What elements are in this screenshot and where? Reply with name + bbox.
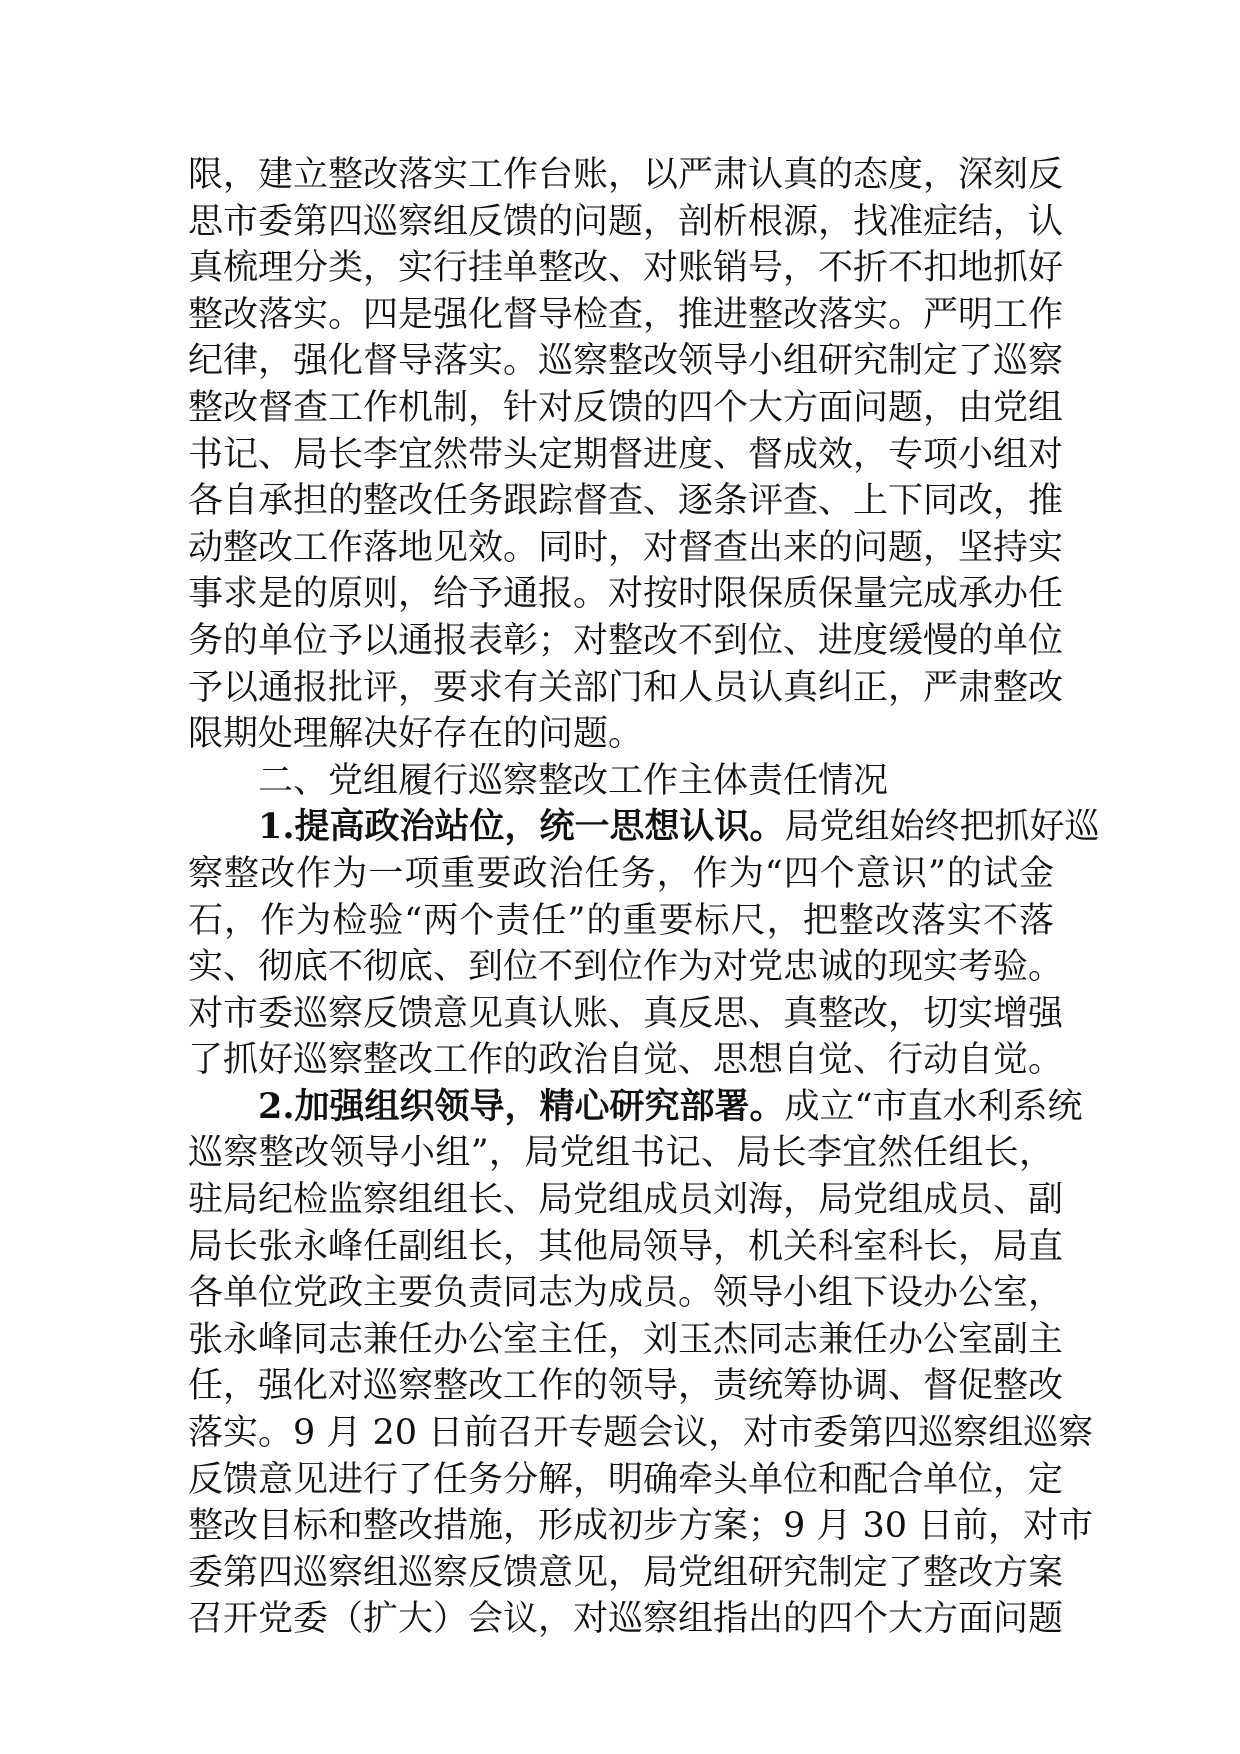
text-line: 整改督查工作机制，针对反馈的四个大方面问题，由党组: [188, 387, 1064, 428]
text-line: 各自承担的整改任务跟踪督查、逐条评查、上下同改，推: [188, 481, 1064, 522]
text-line: 予以通报批评，要求有关部门和人员认真纠正，严肃整改: [188, 667, 1064, 708]
text-line: 石，作为检验“两个责任”的重要标尺，把整改落实不落: [188, 900, 1054, 941]
text-line: 各单位党政主要负责同志为成员。领导小组下设办公室，: [188, 1273, 1064, 1314]
text-line: 动整改工作落地见效。同时，对督查出来的问题，坚持实: [188, 527, 1064, 568]
text-line: [188, 804, 1100, 851]
section-heading: 二、党组履行巡察整改工作主体责任情况: [258, 760, 889, 801]
text-line: 了抓好巡察整改工作的政治自觉、思想自觉、行动自觉。: [188, 1040, 1064, 1081]
text-line: 真梳理分类，实行挂单整改、对账销号，不折不扣地抓好: [188, 248, 1064, 289]
document-page: [188, 152, 1100, 1643]
text-line: 驻局纪检监察组组长、局党组成员刘海，局党组成员、副: [188, 1180, 1064, 1221]
text-line: [188, 1084, 1083, 1131]
text-line: 察整改作为一项重要政治任务，作为“四个意识”的试金: [188, 853, 1054, 894]
text-line: 限期处理解决好存在的问题。: [188, 714, 644, 755]
bold-lead: 2.加强组织领导，精心研究部署。: [258, 1085, 785, 1127]
text-line: 张永峰同志兼任办公室主任，刘玉杰同志兼任办公室副主: [188, 1319, 1064, 1360]
text-line: 整改目标和整改措施，形成初步方案；9 月 30 日前，对市: [188, 1506, 1094, 1547]
text-line: 反馈意见进行了任务分解，明确牵头单位和配合单位，定: [188, 1459, 1064, 1500]
text-line: 整改落实。四是强化督导检查，推进整改落实。严明工作: [188, 294, 1064, 335]
lead-rest: 成立“市直水利系统: [784, 1086, 1083, 1127]
paragraph-1: [188, 152, 1064, 758]
text-line: 纪律，强化督导落实。巡察整改领导小组研究制定了巡察: [188, 341, 1064, 382]
bold-lead: 1.提高政治站位，统一思想认识。: [258, 806, 785, 848]
text-line: 限，建立整改落实工作台账，以严肃认真的态度，深刻反: [188, 155, 1064, 195]
text-line: 委第四巡察组巡察反馈意见，局党组研究制定了整改方案: [188, 1552, 1064, 1593]
text-line: 对市委巡察反馈意见真认账、真反思、真整改，切实增强: [188, 993, 1064, 1034]
text-line: 实、彻底不彻底、到位不到位作为对党忠诚的现实考验。: [188, 947, 1064, 988]
lead-rest: 局党组始终把抓好巡: [784, 807, 1100, 848]
text-line: 局长张永峰任副组长，其他局领导，机关科室科长，局直: [188, 1226, 1064, 1267]
text-line: 任，强化对巡察整改工作的领导，责统筹协调、督促整改: [188, 1366, 1064, 1407]
text-line: 落实。9 月 20 日前召开专题会议，对市委第四巡察组巡察: [188, 1413, 1094, 1454]
text-line: 思市委第四巡察组反馈的问题，剖析根源，找准症结，认: [188, 201, 1064, 242]
text-line: 巡察整改领导小组”，局党组书记、局长李宜然任组长，: [188, 1133, 1054, 1174]
paragraph-2: [188, 804, 1100, 1084]
text-line: 召开党委（扩大）会议，对巡察组指出的四个大方面问题: [188, 1599, 1064, 1640]
text-line: 务的单位予以通报表彰；对整改不到位、进度缓慢的单位: [188, 620, 1064, 661]
paragraph-3: [188, 1084, 1094, 1643]
text-line: 书记、局长李宜然带头定期督进度、督成效，专项小组对: [188, 434, 1064, 475]
text-line: 事求是的原则，给予通报。对按时限保质保量完成承办任: [188, 574, 1064, 615]
